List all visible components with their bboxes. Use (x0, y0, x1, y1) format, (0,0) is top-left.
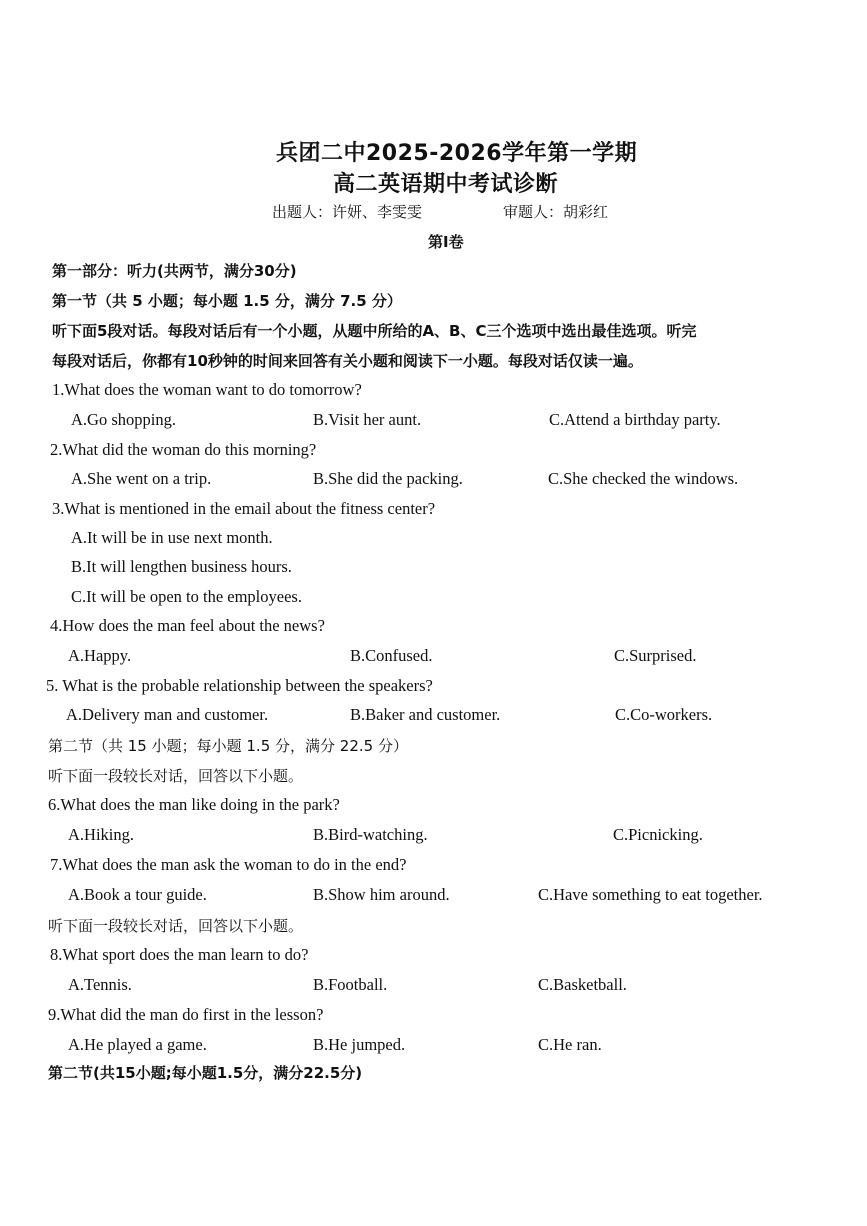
q5-option-c: C.Co-workers. (615, 705, 713, 724)
question-9: 9.What did the man do first in the lesson? (48, 1005, 324, 1024)
q7-option-b: B.Show him around. (313, 885, 450, 904)
reviewer: 审题人：胡彩红 (503, 203, 609, 221)
question-4: 4.How does the man feel about the news? (50, 616, 325, 635)
q6-option-a: A.Hiking. (68, 825, 134, 844)
setters: 出题人：许妍、李雯雯 (272, 203, 423, 221)
section1-instruction-line1: 听下面5段对话。每段对话后有一个小题，从题中所给的A、B、C三个选项中选出最佳选项。听完 (52, 322, 697, 340)
q9-option-c: C.He ran. (538, 1035, 602, 1054)
q9-option-b: B.He jumped. (313, 1035, 406, 1054)
q2-option-c: C.She checked the windows. (548, 469, 739, 488)
q1-option-b: B.Visit her aunt. (313, 410, 422, 429)
q6-option-c: C.Picnicking. (613, 825, 703, 844)
q9-option-a: A.He played a game. (68, 1035, 207, 1054)
q2-option-a: A.She went on a trip. (71, 469, 212, 488)
q3-option-a: A.It will be in use next month. (71, 528, 273, 547)
q5-option-a: A.Delivery man and customer. (66, 705, 269, 724)
q4-option-c: C.Surprised. (614, 646, 697, 665)
question-6: 6.What does the man like doing in the park? (48, 795, 340, 814)
section2-instruction-b: 听下面一段较长对话，回答以下小题。 (48, 917, 304, 935)
question-5: 5. What is the probable relationship between the speakers? (46, 676, 433, 695)
part2-section-heading: 第二节(共15小题;每小题1.5分，满分22.5分) (48, 1064, 363, 1082)
question-7: 7.What does the man ask the woman to do in the end? (50, 855, 407, 874)
section2-heading: 第二节（共 15 小题；每小题 1.5 分，满分 22.5 分） (48, 737, 408, 755)
q8-option-b: B.Football. (313, 975, 388, 994)
q3-option-b: B.It will lengthen business hours. (71, 557, 292, 576)
question-2: 2.What did the woman do this morning? (50, 440, 317, 459)
exam-title: 兵团二中2025-2026学年第一学期 (276, 141, 638, 166)
q3-option-c: C.It will be open to the employees. (71, 587, 302, 606)
question-3: 3.What is mentioned in the email about the fitness center? (52, 499, 436, 518)
exam-subtitle: 高二英语期中考试诊断 (333, 172, 559, 197)
part1-heading: 第一部分：听力(共两节，满分30分) (52, 262, 297, 280)
q7-option-c: C.Have something to eat together. (538, 885, 763, 904)
q8-option-c: C.Basketball. (538, 975, 627, 994)
section1-heading: 第一节（共 5 小题；每小题 1.5 分，满分 7.5 分） (52, 292, 402, 310)
q6-option-b: B.Bird-watching. (313, 825, 428, 844)
q5-option-b: B.Baker and customer. (350, 705, 501, 724)
q1-option-a: A.Go shopping. (71, 410, 176, 429)
question-8: 8.What sport does the man learn to do? (50, 945, 309, 964)
question-1: 1.What does the woman want to do tomorrow? (52, 380, 362, 399)
q1-option-c: C.Attend a birthday party. (549, 410, 721, 429)
section2-instruction-a: 听下面一段较长对话，回答以下小题。 (48, 767, 304, 785)
q2-option-b: B.She did the packing. (313, 469, 463, 488)
q4-option-b: B.Confused. (350, 646, 433, 665)
volume-label: 第Ⅰ卷 (428, 233, 464, 251)
q8-option-a: A.Tennis. (68, 975, 132, 994)
q7-option-a: A.Book a tour guide. (68, 885, 207, 904)
section1-instruction-line2: 每段对话后，你都有10秒钟的时间来回答有关小题和阅读下一小题。每段对话仅读一遍。 (52, 352, 643, 370)
q4-option-a: A.Happy. (68, 646, 132, 665)
